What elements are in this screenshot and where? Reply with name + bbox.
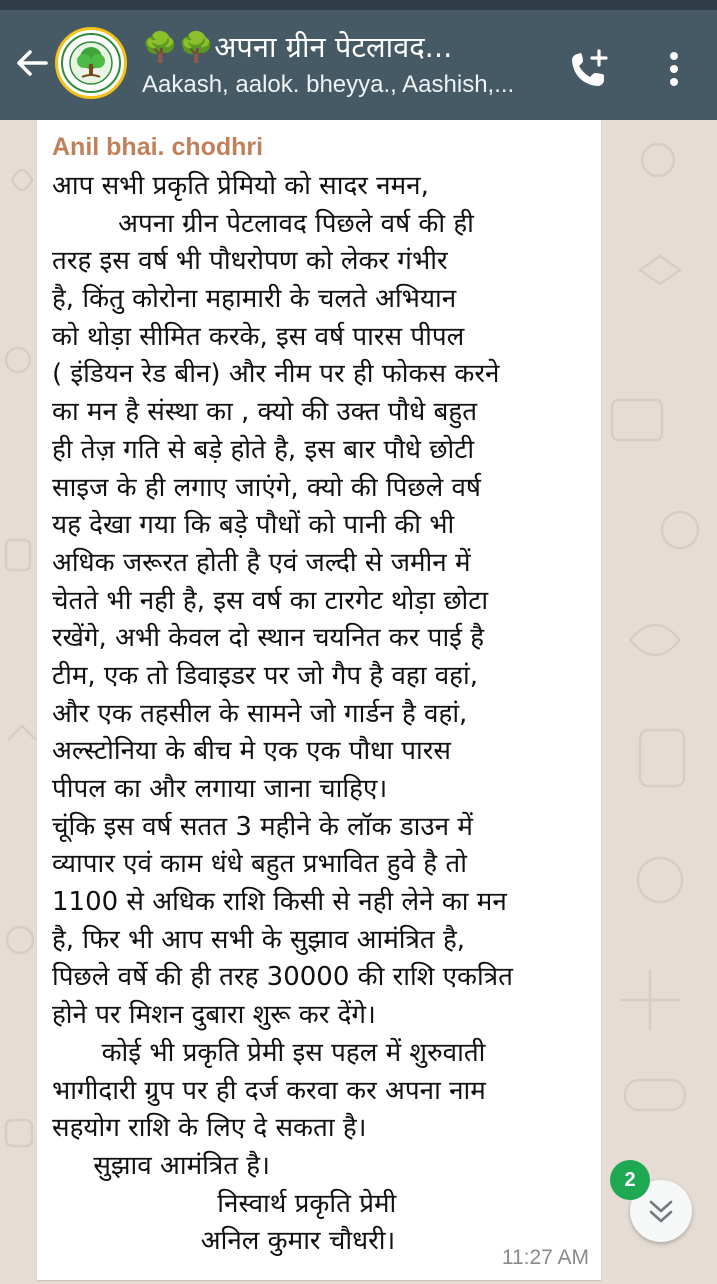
message-line: रखेंगे, अभी केवल दो स्थान चयनित कर पाई है	[52, 623, 485, 654]
add-call-icon[interactable]	[565, 45, 613, 93]
message-line: यह देखा गया कि बड़े पौधों को पानी की भी	[52, 510, 455, 541]
message-line: अनिल कुमार चौधरी।	[52, 1226, 396, 1257]
message-line: तरह इस वर्ष भी पौधरोपण को लेकर गंभीर	[52, 246, 448, 277]
message-line: व्यापार एवं काम धंधे बहुत प्रभावित हुवे है तो	[52, 849, 467, 880]
message-line: पिछले वर्षे की ही तरह 30000 की राशि एकत्रित	[52, 962, 513, 993]
message-line: साइज के ही लगाए जाएंगे, क्यो की पिछले वर्ष	[52, 472, 481, 503]
message-sender[interactable]: Anil bhai. chodhri	[52, 133, 264, 161]
more-options-icon[interactable]	[660, 45, 688, 93]
chat-title[interactable]: 🌳🌳अपना ग्रीन पेटलावद...	[142, 30, 453, 64]
message-line: आप सभी प्रकृति प्रेमियो को सादर नमन,	[52, 171, 429, 201]
message-line: कोई भी प्रकृति प्रेमी इस पहल में शुरुवाती	[52, 1037, 486, 1068]
message-line: का मन है संस्था का , क्यो की उक्त पौधे बहुत	[52, 397, 478, 428]
message-line: चेतते भी नही है, इस वर्ष का टारगेट थोड़ा छोटा	[52, 585, 489, 616]
message-bubble[interactable]	[37, 120, 601, 1280]
status-bar	[0, 0, 717, 10]
message-line: और एक तहसील के सामने जो गार्डन है वहां,	[52, 698, 468, 729]
chat-participants[interactable]: Aakash, aalok. bheyya., Aashish,...	[142, 71, 515, 98]
message-line: भागीदारी ग्रुप पर ही दर्ज करवा कर अपना नाम	[52, 1075, 486, 1106]
message-line: अल्स्टोनिया के बीच मे एक एक पौधा पारस	[52, 736, 451, 767]
message-line: अपना ग्रीन पेटलावद पिछले वर्ष की ही	[52, 208, 474, 239]
message-line: अधिक जरूरत होती है एवं जल्दी से जमीन में	[52, 547, 471, 578]
chat-header	[0, 10, 717, 120]
message-line: होने पर मिशन दुबारा शुरू कर देंगे।	[52, 1000, 376, 1031]
message-line: टीम, एक तो डिवाइडर पर जो गैप है वहा वहां,	[52, 660, 478, 691]
message-line: सहयोग राशि के लिए दे सकता है।	[52, 1113, 367, 1144]
message-line: है, फिर भी आप सभी के सुझाव आमंत्रित है,	[52, 924, 466, 955]
message-timestamp: 11:27 AM	[501, 1246, 589, 1269]
message-line: निस्वार्थ प्रकृति प्रेमी	[52, 1188, 397, 1219]
message-line: सुझाव आमंत्रित है।	[52, 1150, 270, 1181]
message-body	[52, 168, 601, 1261]
message-line: को थोड़ा सीमित करके, इस वर्ष पारस पीपल	[52, 321, 465, 352]
message-line: ही तेज़ गति से बड़े होते है, इस बार पौधे छोटी	[52, 434, 475, 465]
group-avatar[interactable]	[55, 27, 127, 99]
message-line: चूंकि इस वर्ष सतत 3 महीने के लॉक डाउन में	[52, 811, 473, 842]
message-line: 1100 से अधिक राशि किसी से नही लेने का मन	[52, 887, 507, 918]
back-arrow-icon[interactable]	[12, 43, 52, 83]
message-line: पीपल का और लगाया जाना चाहिए।	[52, 774, 388, 804]
message-line: है, किंतु कोरोना महामारी के चलते अभियान	[52, 284, 457, 315]
unread-count-badge[interactable]: 2	[610, 1160, 650, 1200]
message-line: ( इंडियन रेड बीन) और नीम पर ही फोकस करने	[52, 359, 500, 390]
